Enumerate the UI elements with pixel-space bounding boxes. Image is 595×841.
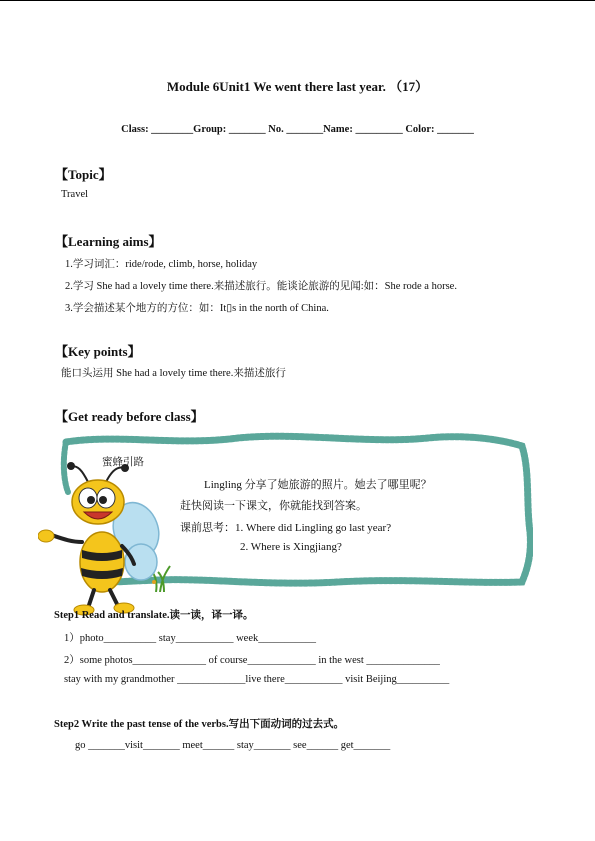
key-points-text: 能口头运用 She had a lovely time there.来描述旅行 [61, 368, 286, 379]
bee-guide-box [38, 432, 533, 592]
bee-guide-line-4: 2. Where is Xingjiang? [240, 541, 342, 553]
step1-row-1: 1）photo__________ stay___________ week___________ [64, 633, 316, 644]
page-title: Module 6Unit1 We went there last year. （17） [166, 79, 429, 94]
aim-item-3: 3.学会描述某个地方的方位：如：It▯s in the north of China. [65, 303, 329, 314]
step2-heading: Step2 Write the past tense of the verbs.写出下面动词的过去式。 [54, 719, 345, 730]
step1-row-2: 2）some photos______________ of course_____________ in the west ______________ [64, 655, 440, 666]
aims-heading: 【Learning aims】 [55, 234, 162, 249]
bee-mascot-icon [38, 462, 163, 617]
step1-row-3: stay with my grandmother _____________live there___________ visit Beijing__________ [64, 674, 450, 685]
topic-text: Travel [61, 189, 89, 200]
top-rule [0, 0, 595, 1]
aim-item-2: 2.学习 She had a lovely time there.来描述旅行。能谈论旅游的见闻:如：She rode a horse. [65, 281, 457, 292]
key-points-heading: 【Key points】 [55, 344, 141, 359]
bee-guide-label: 蜜蜂引路 [102, 457, 144, 468]
step1-heading: Step1 Read and translate.读一读，译一译。 [54, 610, 254, 621]
aim-item-1: 1.学习词汇：ride/rode, climb, horse, holiday [65, 259, 258, 270]
get-ready-heading: 【Get ready before class】 [55, 409, 204, 424]
topic-heading: 【Topic】 [55, 167, 112, 182]
step2-row-1: go _______visit_______ meet______ stay_______ see______ get_______ [75, 740, 391, 751]
class-info-line: Class: ________Group: _______ No. _______Name: _________ Color: _______ [121, 124, 474, 135]
bee-guide-line-1: Lingling 分享了她旅游的照片。她去了哪里呢？ [204, 479, 432, 491]
bee-guide-line-3: 课前思考：1. Where did Lingling go last year? [180, 522, 392, 534]
bee-guide-line-2: 赶快阅读一下课文，你就能找到答案。 [180, 500, 367, 512]
